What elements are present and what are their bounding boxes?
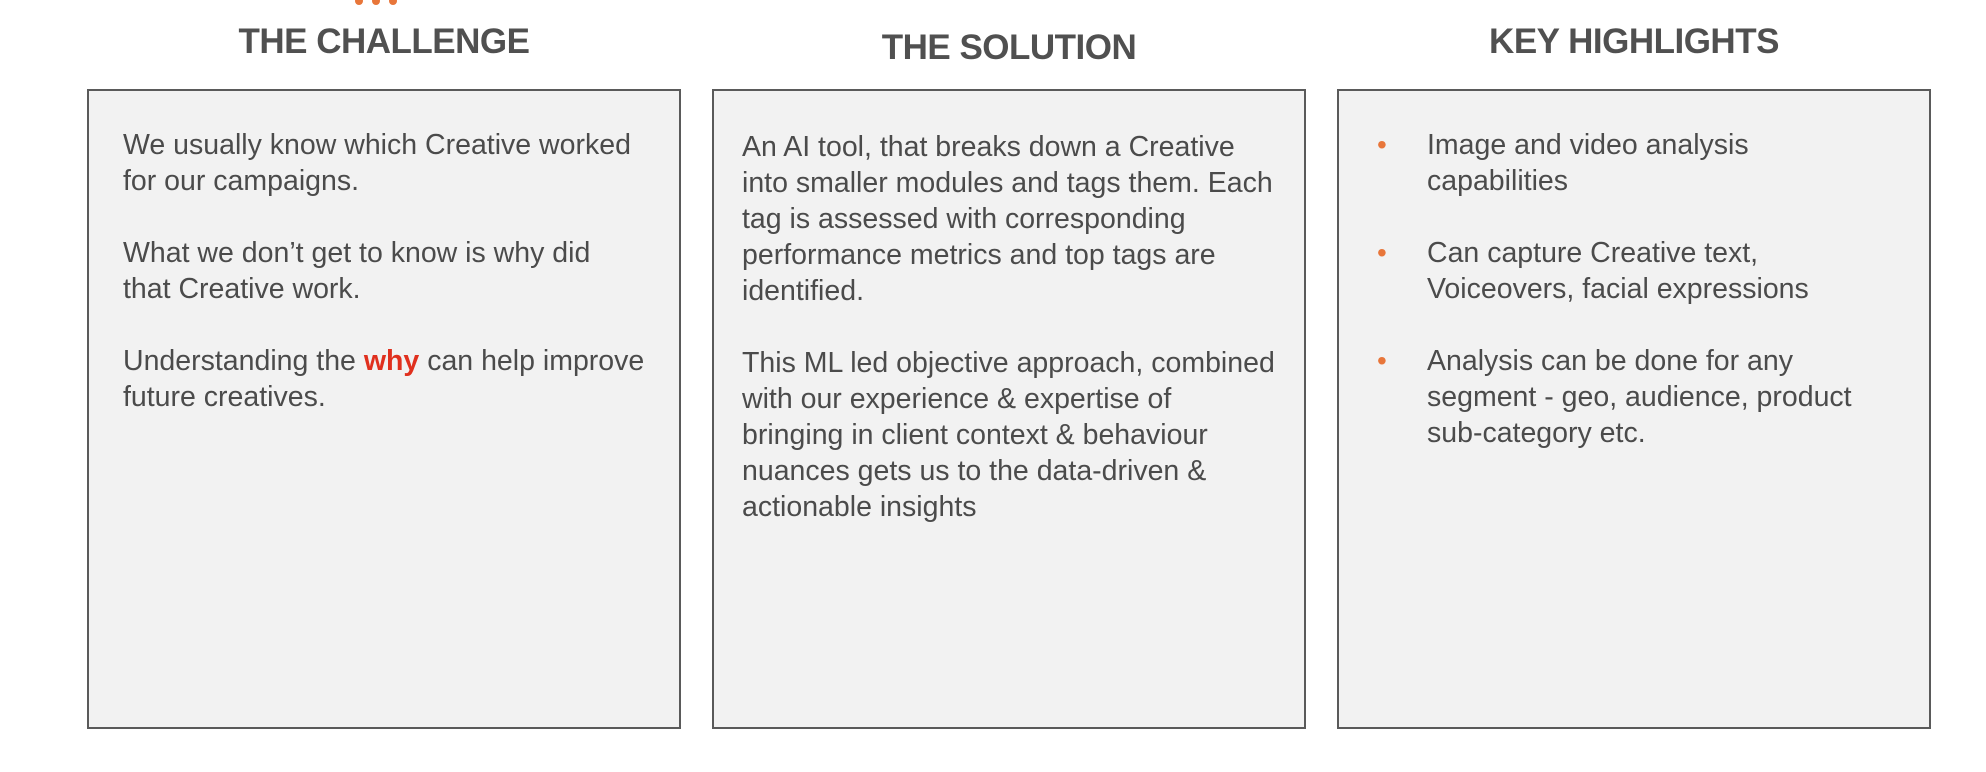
challenge-title: THE CHALLENGE — [238, 22, 530, 61]
solution-content — [742, 129, 1276, 561]
emphasis-why: why — [363, 345, 420, 377]
highlight-text: Can capture Creative text, Voiceovers, facial expressions — [1427, 237, 1809, 305]
bullet-dot-icon: • — [1377, 237, 1387, 268]
bullet-dot-icon: • — [1377, 129, 1387, 160]
challenge-paragraph-3-tail: can help improve future creatives. — [123, 345, 645, 413]
bullet-dot-icon: • — [1377, 345, 1387, 376]
cropped-dot-icon — [355, 0, 363, 5]
cropped-dot-icon — [389, 0, 397, 5]
challenge-panel — [87, 89, 681, 729]
challenge-paragraph-3-lead: Understanding the — [123, 345, 364, 377]
challenge-content — [123, 127, 645, 451]
challenge-paragraph-2: What we don’t get to know is why did that Creative work. — [123, 237, 591, 305]
solution-panel — [712, 89, 1306, 729]
highlights-title: KEY HIGHLIGHTS — [1489, 22, 1779, 61]
cropped-decoration — [355, 0, 415, 6]
list-item — [1377, 235, 1895, 307]
solution-title: THE SOLUTION — [881, 28, 1137, 67]
highlights-list — [1377, 127, 1895, 451]
solution-paragraph-2: This ML led objective approach, combined with our experience & expertise of bringing in client context & behaviour nuances gets us to the data-driven & actionable insights — [742, 347, 1275, 523]
highlights-panel — [1337, 89, 1931, 729]
solution-paragraph-1: An AI tool, that breaks down a Creative into smaller modules and tags them. Each tag is assessed with corresponding performance metrics and top tags are identified. — [742, 131, 1273, 307]
highlight-text: Analysis can be done for any segment - geo, audience, product sub-category etc. — [1427, 345, 1852, 449]
cropped-dot-icon — [372, 0, 380, 5]
challenge-paragraph-3 — [123, 343, 645, 415]
list-item — [1377, 127, 1895, 199]
highlight-text: Image and video analysis capabilities — [1427, 129, 1749, 197]
highlights-content — [1377, 127, 1895, 487]
challenge-paragraph-1: We usually know which Creative worked for our campaigns. — [123, 129, 631, 197]
list-item — [1377, 343, 1895, 451]
